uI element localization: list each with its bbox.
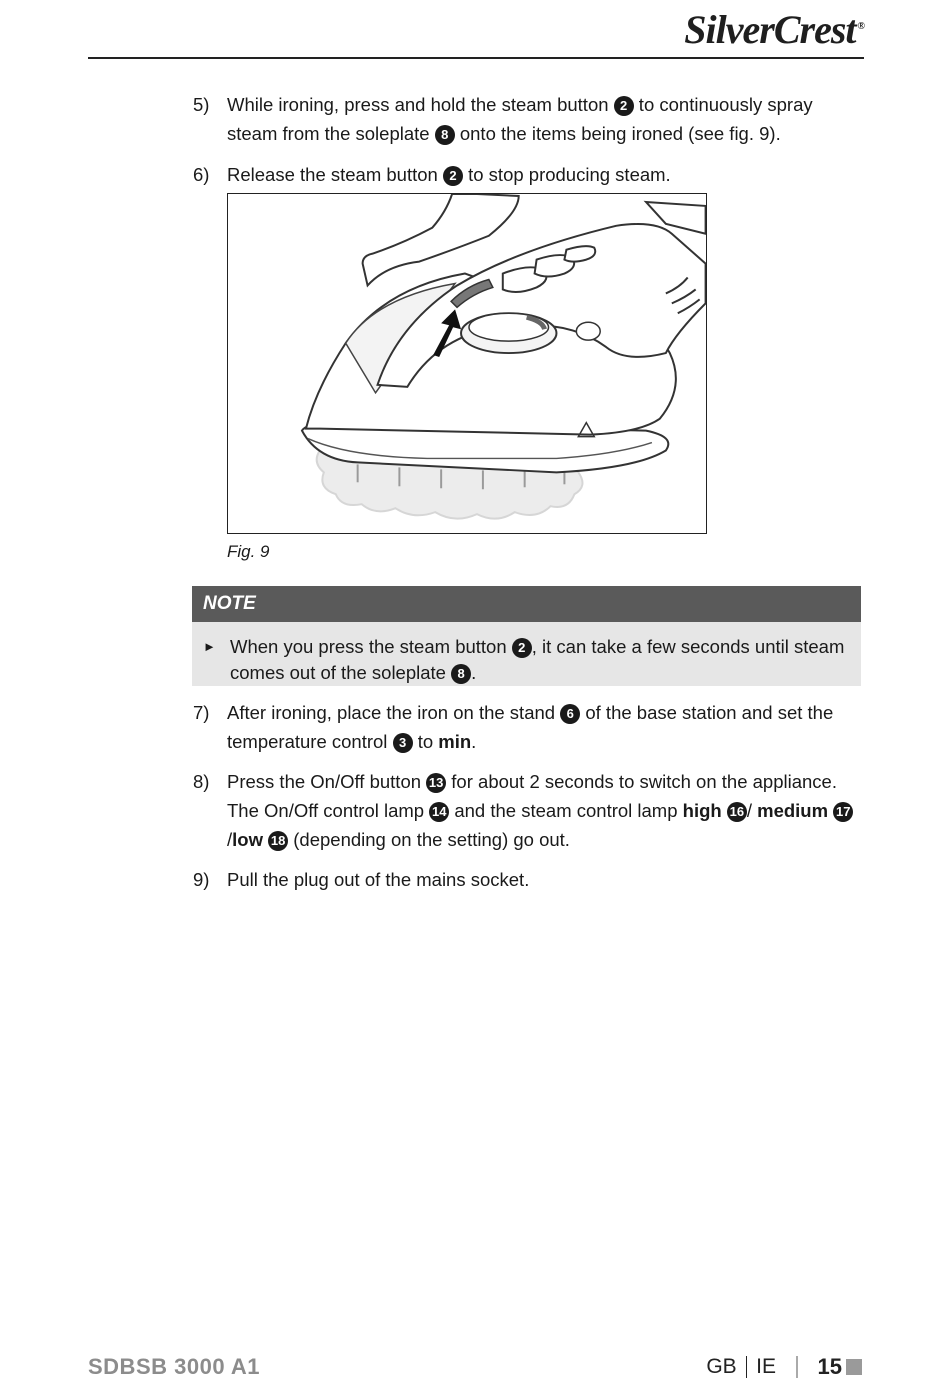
step-7 [193,698,861,756]
reference-number-badge: 3 [393,733,413,753]
reference-number-badge: 17 [833,802,853,822]
bold-term: medium [757,800,829,821]
step-number: 8) [193,771,210,792]
note-title: NOTE [192,586,861,622]
figure-iron-illustration [227,193,707,534]
reference-number-badge: 2 [443,166,463,186]
bold-term: low [232,829,263,850]
bold-term: high [682,800,722,821]
language-gb: GB [706,1355,737,1378]
reference-number-badge: 2 [614,96,634,116]
reference-number-badge: 13 [426,773,446,793]
reference-number-badge: 8 [451,664,471,684]
page-number: 15 [817,1354,842,1379]
reference-number-badge: 14 [429,802,449,822]
page-marker-square [846,1359,862,1375]
footer-model: SDBSB 3000 A1 [88,1354,260,1379]
divider [746,1356,748,1378]
step-number: 6) [193,164,210,185]
reference-number-badge: 8 [435,125,455,145]
bold-term: min [438,731,472,752]
note-text: When you press the steam button 2 , it can take a few seconds until steam comes out of the soleplate 8 . [230,636,845,683]
reference-number-badge: 16 [727,802,747,822]
reference-number-badge: 6 [560,704,580,724]
language-ie: IE [756,1355,777,1378]
reference-number-badge: 2 [512,638,532,658]
bullet-arrow-icon: ► [203,639,216,654]
divider [796,1356,798,1378]
step-9 [193,865,861,894]
step-number: 7) [193,702,210,723]
step-number: 9) [193,869,210,890]
reference-number-badge: 18 [268,831,288,851]
step-5 [193,90,861,148]
step-number: 5) [193,94,210,115]
footer-pagination [706,1354,862,1380]
step-text: Press the On/Off button 13 for about 2 seconds to switch on the appliance. The On/Off control lamp 14 and the steam control lamp high 16 / medium 17/low 18 (depending on the setting) go out. [227,767,861,854]
brand-logo: SilverCrest ® [684,7,864,52]
step-text: Pull the plug out of the mains socket. [227,869,530,890]
step-6 [193,160,861,189]
step-text: Release the steam button 2 to stop producing steam. [227,164,671,185]
step-8 [193,767,861,854]
note-body [192,622,861,686]
note-box [192,586,861,686]
figure-caption: Fig. 9 [227,542,270,561]
header-rule [88,57,864,59]
step-text: While ironing, press and hold the steam button 2 to continuously spray steam from the soleplate 8 onto the items being ironed (see fig. 9). [227,94,813,144]
step-text: After ironing, place the iron on the stand 6 of the base station and set the temperature control 3 to min. [227,702,834,752]
